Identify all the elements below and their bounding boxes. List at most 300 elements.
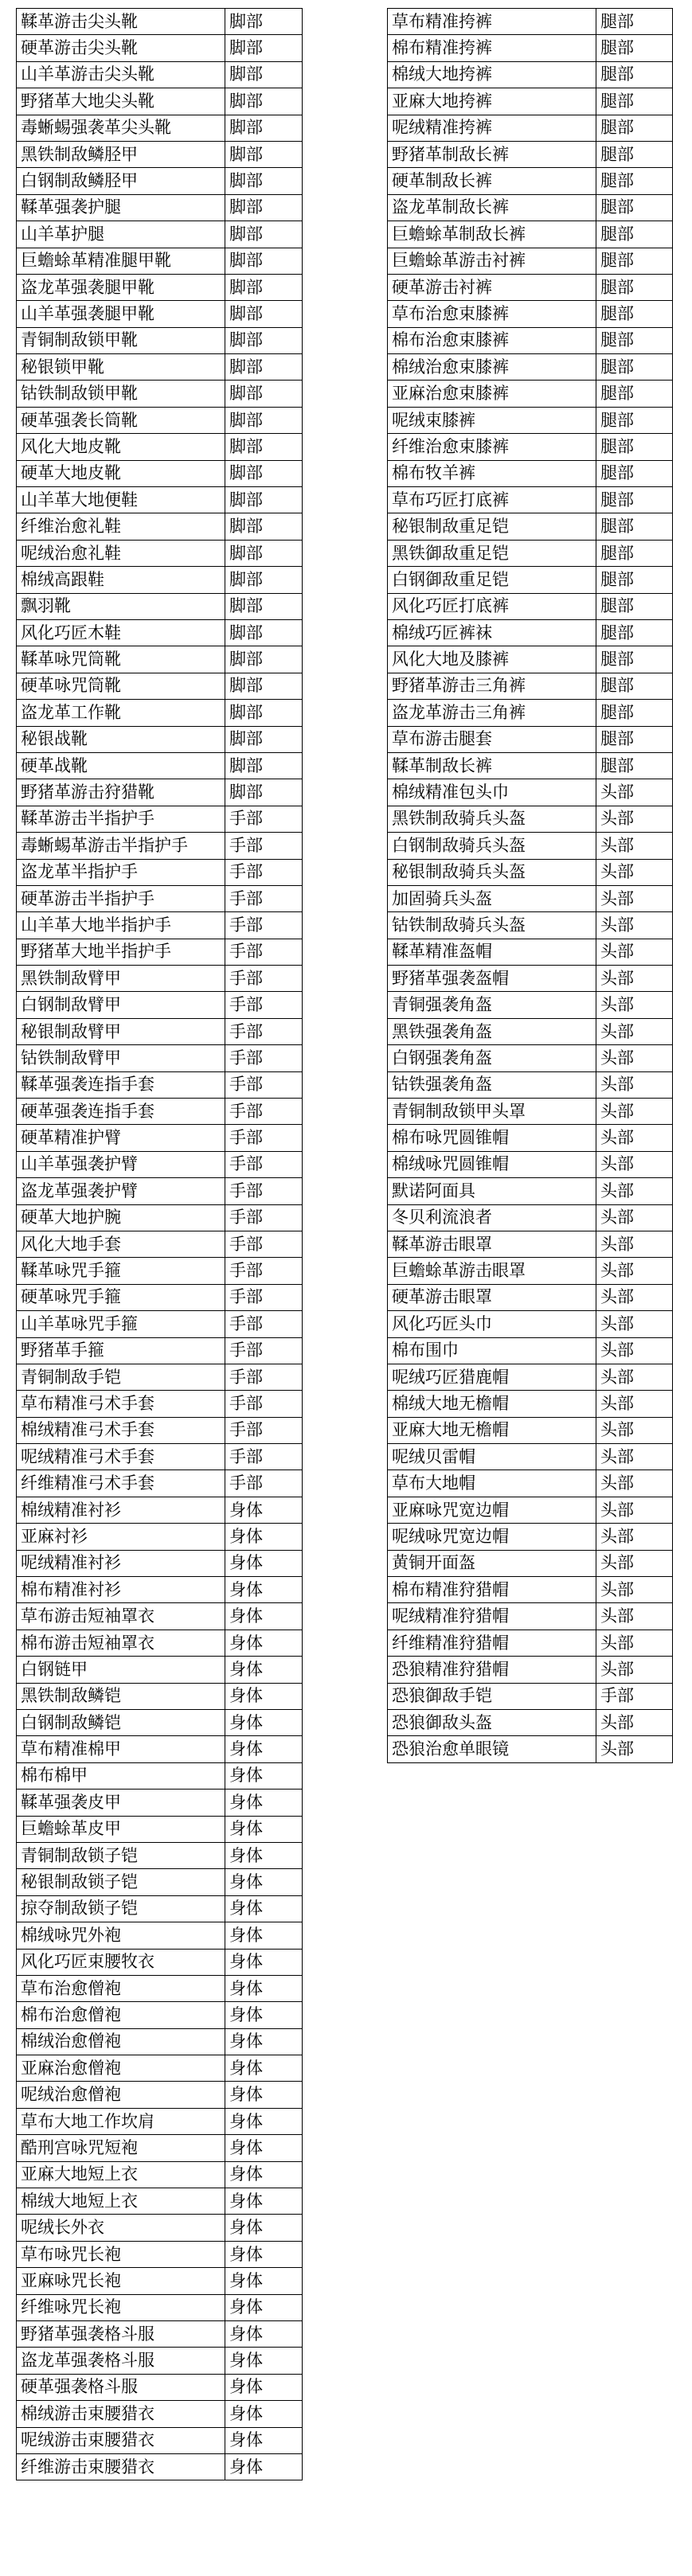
item-name-cell: 草布大地工作坎肩	[17, 2108, 225, 2134]
item-name-cell: 硬革游击半指护手	[17, 885, 225, 911]
table-row	[17, 2241, 303, 2267]
body-slot-cell: 腿部	[596, 487, 673, 513]
table-row	[17, 35, 303, 61]
body-slot-cell: 身体	[225, 2294, 303, 2320]
body-slot-cell: 手部	[225, 859, 303, 885]
table-row	[388, 274, 673, 300]
item-name-cell: 黑铁御敌重足铠	[388, 540, 596, 566]
body-slot-cell: 头部	[596, 1284, 673, 1310]
table-row	[17, 2320, 303, 2347]
item-name-cell: 野猪革强袭盔帽	[388, 966, 596, 992]
item-name-cell: 白钢制敌鳞铠	[17, 1710, 225, 1736]
table-row	[17, 2055, 303, 2082]
body-slot-cell: 手部	[225, 992, 303, 1018]
item-name-cell: 草布大地帽	[388, 1470, 596, 1497]
body-slot-cell: 手部	[225, 1018, 303, 1044]
body-slot-cell: 腿部	[596, 9, 673, 35]
item-name-cell: 巨蟾蜍革游击衬裤	[388, 248, 596, 274]
body-slot-cell: 头部	[596, 1178, 673, 1204]
body-slot-cell: 身体	[225, 2320, 303, 2347]
body-slot-cell: 脚部	[225, 434, 303, 460]
item-name-cell: 硬革大地护腕	[17, 1204, 225, 1231]
body-slot-cell: 腿部	[596, 726, 673, 752]
body-slot-cell: 手部	[225, 1364, 303, 1390]
item-name-cell: 盗龙革半指护手	[17, 859, 225, 885]
table-row	[388, 1444, 673, 1470]
item-name-cell: 棉绒治愈束膝裤	[388, 354, 596, 381]
item-name-cell: 冬贝利流浪者	[388, 1204, 596, 1231]
body-slot-cell: 身体	[225, 1603, 303, 1630]
body-slot-cell: 手部	[225, 1444, 303, 1470]
body-slot-cell: 头部	[596, 1099, 673, 1125]
table-row	[388, 806, 673, 832]
item-name-cell: 酷刑宫咏咒短袍	[17, 2135, 225, 2161]
item-name-cell: 棉绒咏咒外袍	[17, 1922, 225, 1949]
table-row	[17, 327, 303, 353]
body-slot-cell: 身体	[225, 1630, 303, 1656]
table-row	[388, 168, 673, 194]
body-slot-cell: 头部	[596, 1444, 673, 1470]
body-slot-cell: 身体	[225, 1895, 303, 1922]
body-slot-cell: 头部	[596, 992, 673, 1018]
body-slot-cell: 腿部	[596, 301, 673, 327]
body-slot-cell: 脚部	[225, 9, 303, 35]
table-row	[17, 885, 303, 911]
item-name-cell: 山羊革大地便鞋	[17, 487, 225, 513]
item-name-cell: 秘银锁甲靴	[17, 354, 225, 381]
table-row	[388, 88, 673, 115]
table-row	[17, 1045, 303, 1071]
body-slot-cell: 头部	[596, 1125, 673, 1151]
item-name-cell: 野猪革大地半指护手	[17, 939, 225, 965]
table-row	[17, 1790, 303, 1816]
table-row	[17, 487, 303, 513]
body-slot-cell: 手部	[225, 1071, 303, 1098]
table-row	[17, 1071, 303, 1098]
body-slot-cell: 身体	[225, 1524, 303, 1550]
body-slot-cell: 腿部	[596, 673, 673, 699]
body-slot-cell: 头部	[596, 1258, 673, 1284]
item-name-cell: 盗龙革制敌长裤	[388, 194, 596, 221]
body-slot-cell: 腿部	[596, 593, 673, 619]
item-name-cell: 棉绒精准包头巾	[388, 779, 596, 806]
item-name-cell: 黑铁制敌臂甲	[17, 966, 225, 992]
table-row	[17, 1497, 303, 1523]
item-name-cell: 草布咏咒长袍	[17, 2241, 225, 2267]
table-row	[17, 301, 303, 327]
body-slot-cell: 腿部	[596, 248, 673, 274]
table-row	[388, 460, 673, 486]
table-row	[17, 2374, 303, 2400]
table-row	[17, 1444, 303, 1470]
item-name-cell: 棉绒大地短上衣	[17, 2188, 225, 2215]
table-row	[388, 966, 673, 992]
item-name-cell: 青铜强袭角盔	[388, 992, 596, 1018]
body-slot-cell: 头部	[596, 779, 673, 806]
item-name-cell: 亚麻治愈束膝裤	[388, 381, 596, 407]
item-name-cell: 秘银制敌骑兵头盔	[388, 859, 596, 885]
table-row	[17, 673, 303, 699]
body-slot-cell: 手部	[225, 939, 303, 965]
table-row	[17, 1204, 303, 1231]
item-name-cell: 恐狼御敌头盔	[388, 1710, 596, 1736]
body-slot-cell: 脚部	[225, 88, 303, 115]
table-row	[17, 1895, 303, 1922]
table-row	[388, 327, 673, 353]
item-name-cell: 山羊革护腿	[17, 221, 225, 248]
table-row	[17, 1470, 303, 1497]
item-name-cell: 纤维治愈礼鞋	[17, 513, 225, 540]
item-name-cell: 硬革游击衬裤	[388, 274, 596, 300]
table-row	[17, 593, 303, 619]
body-slot-cell: 身体	[225, 1550, 303, 1576]
item-name-cell: 呢绒游击束腰猎衣	[17, 2427, 225, 2453]
body-slot-cell: 手部	[225, 1099, 303, 1125]
item-name-cell: 草布精准挎裤	[388, 9, 596, 35]
table-row	[388, 487, 673, 513]
item-name-cell: 黄铜开面盔	[388, 1550, 596, 1576]
body-slot-cell: 脚部	[225, 593, 303, 619]
body-slot-cell: 腿部	[596, 274, 673, 300]
item-name-cell: 硬革咏咒筒靴	[17, 673, 225, 699]
item-name-cell: 棉绒精准弓术手套	[17, 1417, 225, 1443]
item-name-cell: 亚麻衬衫	[17, 1524, 225, 1550]
item-name-cell: 山羊革强袭腿甲靴	[17, 301, 225, 327]
item-name-cell: 野猪革制敌长裤	[388, 141, 596, 167]
table-row	[17, 2453, 303, 2480]
body-slot-cell: 手部	[225, 1311, 303, 1337]
body-slot-cell: 身体	[225, 2268, 303, 2294]
table-row	[17, 1231, 303, 1257]
item-name-cell: 秘银制敌锁子铠	[17, 1869, 225, 1895]
table-row	[388, 833, 673, 859]
item-name-cell: 黑铁制敌鳞胫甲	[17, 141, 225, 167]
table-row	[388, 1683, 673, 1709]
table-row	[388, 354, 673, 381]
body-slot-cell: 腿部	[596, 567, 673, 593]
item-name-cell: 飘羽靴	[17, 593, 225, 619]
body-slot-cell: 腿部	[596, 434, 673, 460]
item-name-cell: 棉布牧羊裤	[388, 460, 596, 486]
item-name-cell: 棉布精准狩猎帽	[388, 1577, 596, 1603]
body-slot-cell: 头部	[596, 1071, 673, 1098]
body-slot-cell: 头部	[596, 1470, 673, 1497]
table-row	[17, 2161, 303, 2188]
item-name-cell: 风化巧匠木鞋	[17, 619, 225, 646]
table-row	[17, 540, 303, 566]
table-row	[17, 381, 303, 407]
table-row	[388, 9, 673, 35]
body-slot-cell: 手部	[225, 1151, 303, 1177]
table-row	[17, 1337, 303, 1364]
table-row	[388, 221, 673, 248]
table-row	[388, 1125, 673, 1151]
table-row	[17, 2294, 303, 2320]
item-name-cell: 草布精准棉甲	[17, 1736, 225, 1762]
table-row	[17, 61, 303, 88]
table-row	[388, 1018, 673, 1044]
body-slot-cell: 腿部	[596, 354, 673, 381]
table-row	[17, 1683, 303, 1709]
item-name-cell: 棉绒大地无檐帽	[388, 1391, 596, 1417]
body-slot-cell: 身体	[225, 1816, 303, 1842]
table-row	[388, 1364, 673, 1390]
table-row	[388, 540, 673, 566]
table-row	[388, 1311, 673, 1337]
item-name-cell: 硬革游击眼罩	[388, 1284, 596, 1310]
item-name-cell: 野猪革大地尖头靴	[17, 88, 225, 115]
table-row	[17, 1949, 303, 1975]
item-name-cell: 硬革强袭长筒靴	[17, 407, 225, 433]
body-slot-cell: 头部	[596, 1710, 673, 1736]
table-row	[17, 9, 303, 35]
item-name-cell: 山羊革咏咒手箍	[17, 1311, 225, 1337]
table-row	[17, 1816, 303, 1842]
body-slot-cell: 脚部	[225, 168, 303, 194]
table-row	[388, 593, 673, 619]
table-row	[17, 700, 303, 726]
item-name-cell: 秘银制敌重足铠	[388, 513, 596, 540]
body-slot-cell: 身体	[225, 2453, 303, 2480]
body-slot-cell: 脚部	[225, 115, 303, 141]
item-name-cell: 棉绒治愈僧袍	[17, 2028, 225, 2055]
table-row	[17, 1151, 303, 1177]
item-name-cell: 呢绒精准弓术手套	[17, 1444, 225, 1470]
item-name-cell: 鞣革游击尖头靴	[17, 9, 225, 35]
table-row	[17, 2188, 303, 2215]
item-name-cell: 硬革游击尖头靴	[17, 35, 225, 61]
item-name-cell: 风化巧匠头巾	[388, 1311, 596, 1337]
item-name-cell: 黑铁强袭角盔	[388, 1018, 596, 1044]
table-row	[388, 1577, 673, 1603]
item-name-cell: 呢绒精准挎裤	[388, 115, 596, 141]
item-name-cell: 棉绒高跟鞋	[17, 567, 225, 593]
item-name-cell: 棉绒咏咒圆锥帽	[388, 1151, 596, 1177]
table-row	[388, 619, 673, 646]
body-slot-cell: 脚部	[225, 487, 303, 513]
item-name-cell: 毒蜥蜴强袭革尖头靴	[17, 115, 225, 141]
table-row	[17, 1922, 303, 1949]
table-row	[17, 912, 303, 939]
table-row	[17, 221, 303, 248]
table-row	[17, 1577, 303, 1603]
table-row	[388, 646, 673, 673]
body-slot-cell: 头部	[596, 1364, 673, 1390]
body-slot-cell: 身体	[225, 2082, 303, 2108]
item-name-cell: 棉布治愈束膝裤	[388, 327, 596, 353]
item-name-cell: 呢绒精准衬衫	[17, 1550, 225, 1576]
item-name-cell: 野猪革手箍	[17, 1337, 225, 1364]
item-name-cell: 呢绒长外衣	[17, 2215, 225, 2241]
body-slot-cell: 手部	[225, 1231, 303, 1257]
body-slot-cell: 腿部	[596, 221, 673, 248]
item-name-cell: 呢绒束膝裤	[388, 407, 596, 433]
body-slot-cell: 头部	[596, 1151, 673, 1177]
body-slot-cell: 脚部	[225, 540, 303, 566]
body-slot-cell: 腿部	[596, 61, 673, 88]
item-name-cell: 巨蟾蜍革游击眼罩	[388, 1258, 596, 1284]
table-row	[17, 1417, 303, 1443]
table-row	[17, 939, 303, 965]
table-row	[17, 434, 303, 460]
body-slot-cell: 脚部	[225, 354, 303, 381]
body-slot-cell: 身体	[225, 1657, 303, 1683]
body-slot-cell: 头部	[596, 885, 673, 911]
body-slot-cell: 手部	[225, 1337, 303, 1364]
body-slot-cell: 脚部	[225, 513, 303, 540]
body-slot-cell: 脚部	[225, 221, 303, 248]
body-slot-cell: 手部	[225, 833, 303, 859]
table-row	[17, 2401, 303, 2427]
body-slot-cell: 脚部	[225, 248, 303, 274]
body-slot-cell: 腿部	[596, 115, 673, 141]
table-row	[17, 141, 303, 167]
item-name-cell: 秘银制敌臂甲	[17, 1018, 225, 1044]
body-slot-cell: 头部	[596, 1391, 673, 1417]
item-name-cell: 棉布精准衬衫	[17, 1577, 225, 1603]
table-row	[17, 2135, 303, 2161]
item-name-cell: 山羊革强袭护臂	[17, 1151, 225, 1177]
body-slot-cell: 身体	[225, 1762, 303, 1789]
body-slot-cell: 腿部	[596, 381, 673, 407]
body-slot-cell: 腿部	[596, 646, 673, 673]
item-name-cell: 青铜制敌手铠	[17, 1364, 225, 1390]
item-name-cell: 野猪革游击三角裤	[388, 673, 596, 699]
item-name-cell: 鞣革制敌长裤	[388, 752, 596, 779]
body-slot-cell: 身体	[225, 2374, 303, 2400]
item-name-cell: 钴铁制敌骑兵头盔	[388, 912, 596, 939]
item-name-cell: 硬革强袭格斗服	[17, 2374, 225, 2400]
table-row	[17, 354, 303, 381]
body-slot-cell: 手部	[596, 1683, 673, 1709]
item-name-cell: 盗龙革游击三角裤	[388, 700, 596, 726]
item-name-cell: 恐狼精准狩猎帽	[388, 1657, 596, 1683]
body-slot-cell: 头部	[596, 1497, 673, 1523]
item-name-cell: 风化巧匠打底裤	[388, 593, 596, 619]
item-name-cell: 草布巧匠打底裤	[388, 487, 596, 513]
item-name-cell: 呢绒治愈礼鞋	[17, 540, 225, 566]
item-name-cell: 青铜制敌锁甲头罩	[388, 1099, 596, 1125]
body-slot-cell: 头部	[596, 1577, 673, 1603]
body-slot-cell: 身体	[225, 2028, 303, 2055]
table-row	[17, 859, 303, 885]
item-name-cell: 棉绒游击束腰猎衣	[17, 2401, 225, 2427]
item-name-cell: 盗龙革强袭格斗服	[17, 2348, 225, 2374]
table-row	[388, 513, 673, 540]
item-name-cell: 棉绒精准衬衫	[17, 1497, 225, 1523]
table-row	[388, 1178, 673, 1204]
table-row	[17, 1178, 303, 1204]
body-slot-cell: 腿部	[596, 168, 673, 194]
body-slot-cell: 腿部	[596, 460, 673, 486]
table-row	[388, 1630, 673, 1656]
item-name-cell: 青铜制敌锁子铠	[17, 1842, 225, 1868]
item-name-cell: 加固骑兵头盔	[388, 885, 596, 911]
item-name-cell: 风化大地及膝裤	[388, 646, 596, 673]
item-name-cell: 棉布咏咒圆锥帽	[388, 1125, 596, 1151]
item-name-cell: 黑铁制敌鳞铠	[17, 1683, 225, 1709]
body-slot-cell: 脚部	[225, 726, 303, 752]
item-name-cell: 鞣革游击眼罩	[388, 1231, 596, 1257]
body-slot-cell: 头部	[596, 1524, 673, 1550]
body-slot-cell: 手部	[225, 806, 303, 832]
body-slot-cell: 手部	[225, 1045, 303, 1071]
item-name-cell: 草布治愈僧袍	[17, 1975, 225, 2001]
body-slot-cell: 手部	[225, 885, 303, 911]
table-row	[388, 1550, 673, 1576]
body-slot-cell: 手部	[225, 1391, 303, 1417]
item-name-cell: 草布游击短袖罩衣	[17, 1603, 225, 1630]
table-row	[388, 1204, 673, 1231]
item-name-cell: 鞣革咏咒手箍	[17, 1258, 225, 1284]
table-row	[388, 1736, 673, 1762]
body-slot-cell: 脚部	[225, 779, 303, 806]
table-row	[17, 646, 303, 673]
table-row	[17, 567, 303, 593]
table-row	[17, 1018, 303, 1044]
item-name-cell: 钴铁制敌臂甲	[17, 1045, 225, 1071]
body-slot-cell: 头部	[596, 1603, 673, 1630]
table-row	[388, 301, 673, 327]
body-slot-cell: 手部	[225, 966, 303, 992]
body-slot-cell: 脚部	[225, 274, 303, 300]
item-name-cell: 白钢制敌骑兵头盔	[388, 833, 596, 859]
table-row	[17, 1524, 303, 1550]
item-table-left	[16, 8, 303, 2480]
table-row	[388, 1391, 673, 1417]
item-name-cell: 毒蜥蜴革游击半指护手	[17, 833, 225, 859]
table-row	[17, 726, 303, 752]
table-row	[388, 194, 673, 221]
body-slot-cell: 身体	[225, 2055, 303, 2082]
table-row	[388, 407, 673, 433]
body-slot-cell: 腿部	[596, 619, 673, 646]
body-slot-cell: 身体	[225, 2002, 303, 2028]
body-slot-cell: 脚部	[225, 381, 303, 407]
table-row	[17, 1842, 303, 1868]
item-name-cell: 草布游击腿套	[388, 726, 596, 752]
body-slot-cell: 腿部	[596, 700, 673, 726]
item-name-cell: 硬革精准护臂	[17, 1125, 225, 1151]
table-row	[17, 1736, 303, 1762]
item-name-cell: 风化大地手套	[17, 1231, 225, 1257]
item-name-cell: 亚麻大地挎裤	[388, 88, 596, 115]
item-name-cell: 亚麻咏咒长袍	[17, 2268, 225, 2294]
body-slot-cell: 脚部	[225, 752, 303, 779]
item-name-cell: 盗龙革强袭护臂	[17, 1178, 225, 1204]
body-slot-cell: 身体	[225, 2108, 303, 2134]
body-slot-cell: 身体	[225, 2348, 303, 2374]
table-row	[17, 115, 303, 141]
item-name-cell: 野猪革强袭格斗服	[17, 2320, 225, 2347]
table-row	[17, 168, 303, 194]
item-name-cell: 棉布棉甲	[17, 1762, 225, 1789]
body-slot-cell: 手部	[225, 1470, 303, 1497]
item-name-cell: 巨蟾蜍革精准腿甲靴	[17, 248, 225, 274]
table-row	[17, 1710, 303, 1736]
body-slot-cell: 脚部	[225, 407, 303, 433]
body-slot-cell: 手部	[225, 912, 303, 939]
table-row	[17, 2108, 303, 2134]
body-slot-cell: 头部	[596, 1045, 673, 1071]
body-slot-cell: 身体	[225, 1790, 303, 1816]
table-row	[17, 1975, 303, 2001]
item-table-right	[387, 8, 673, 1763]
item-name-cell: 亚麻大地短上衣	[17, 2161, 225, 2188]
body-slot-cell: 脚部	[225, 567, 303, 593]
body-slot-cell: 头部	[596, 1417, 673, 1443]
item-name-cell: 棉布游击短袖罩衣	[17, 1630, 225, 1656]
